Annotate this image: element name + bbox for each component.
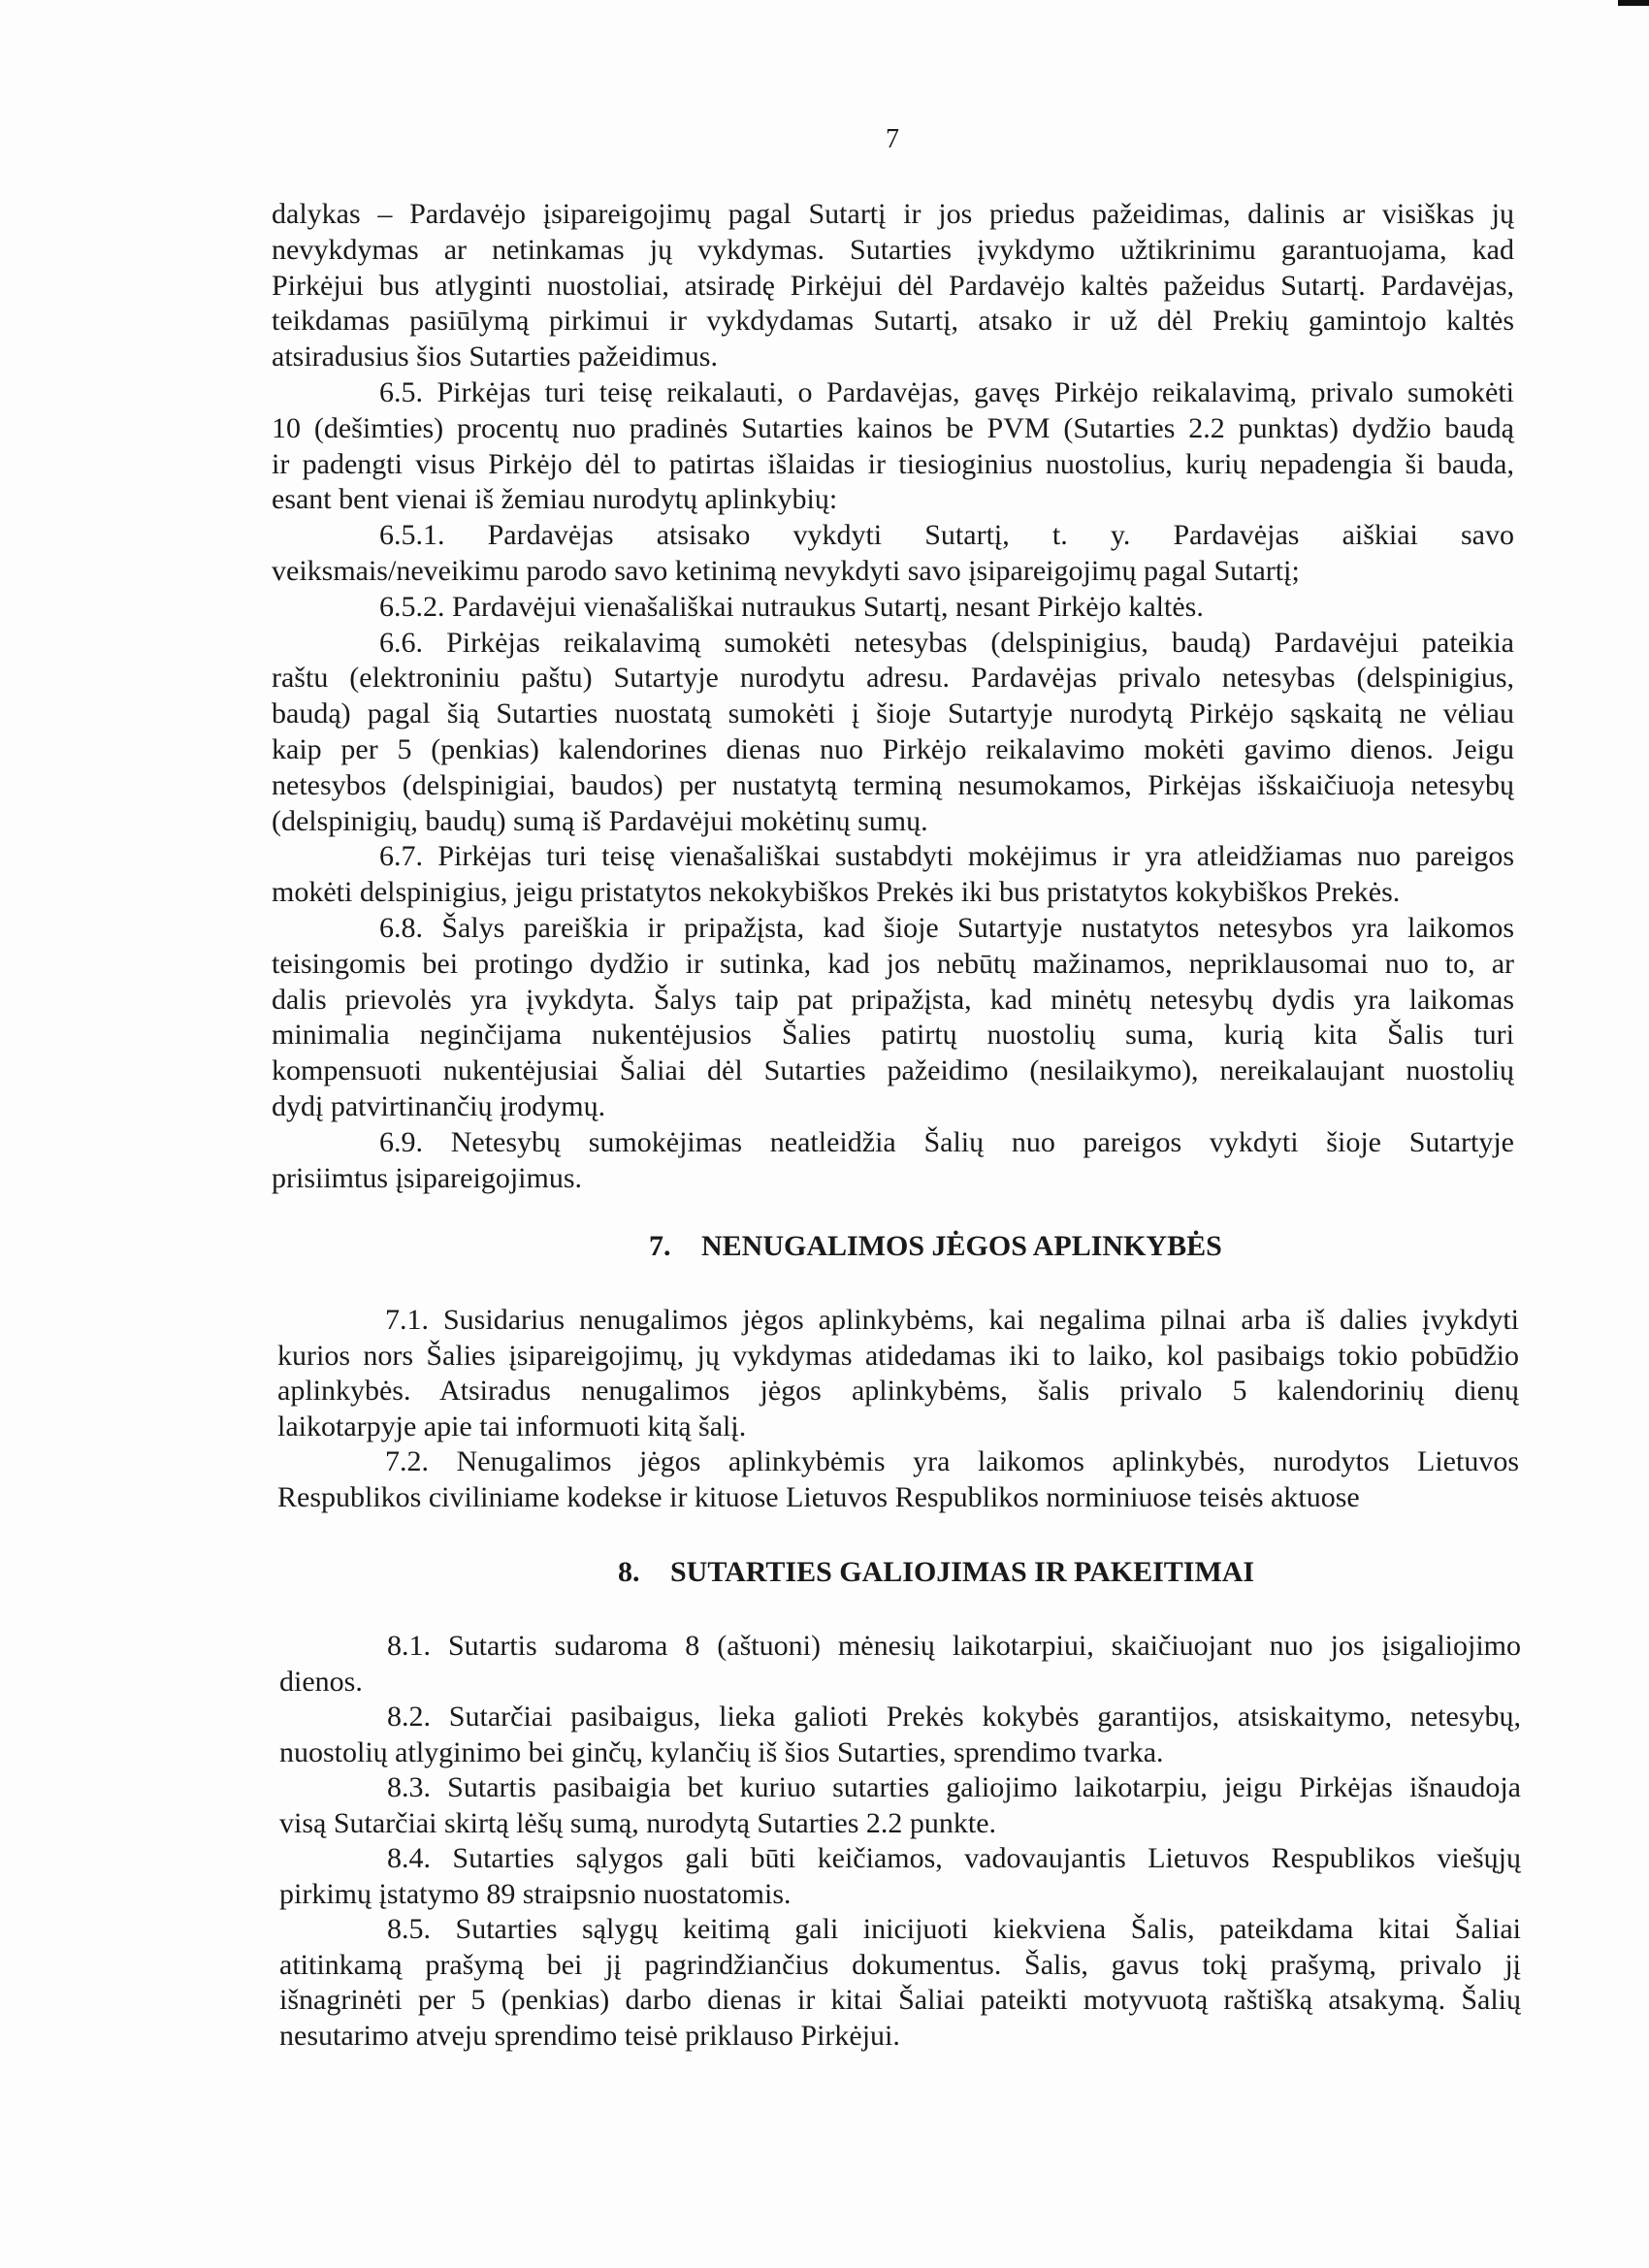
text-line: dalis prievolės yra įvykdyta. Šalys taip pat pripažįsta, kad minėtų netesybų dydis yra laikomas (272, 983, 1514, 1016)
text-line: visą Sutarčiai skirtą lėšų sumą, nurodytą Sutarties 2.2 punkte. (279, 1806, 997, 1839)
section-8-number: 8. (618, 1556, 640, 1588)
section-8-title: SUTARTIES GALIOJIMAS IR PAKEITIMAI (670, 1556, 1255, 1588)
text-line: Respublikos civiliniame kodekse ir kituose Lietuvos Respublikos norminiuose teisės aktuose (277, 1481, 1360, 1513)
text-line: teikdamas pasiūlymą pirkimui ir vykdydamas Sutartį, atsako ir už dėl Prekių gamintojo kaltės (272, 305, 1514, 338)
text-line: dalykas – Pardavėjo įsipareigojimų pagal Sutartį ir jos priedus pažeidimas, dalinis ar visiškas jų (272, 198, 1514, 230)
text-line: veiksmais/neveikimu parodo savo ketinimą nevykdyti savo įsipareigojimų pagal Sutartį; (272, 555, 1300, 587)
text-line: dienos. (279, 1665, 363, 1698)
section-7-number: 7. (649, 1230, 671, 1262)
text-line: laikotarpyje apie tai informuoti kitą šalį. (277, 1409, 747, 1442)
text-line: atitinkamą prašymą bei jį pagrindžiančius dokumentus. Šalis, gavus tokį prašymą, privalo jį (279, 1948, 1521, 1981)
text-line: nesutarimo atveju sprendimo teisė priklauso Pirkėjui. (279, 2019, 900, 2052)
text-line: teisingomis bei protingo dydžio ir sutinka, kad jos nebūtų mažinamos, nepriklausomai nuo to, ar (272, 947, 1514, 980)
text-line: 6.5.2. Pardavėjui vienašališkai nutraukus Sutartį, nesant Pirkėjo kaltės. (379, 590, 1204, 623)
section-8-heading (618, 1555, 1254, 1590)
text-line: baudą) pagal šią Sutarties nuostatą sumokėti į šioje Sutartyje nurodytą Pirkėjo sąskaitą ne vėliau (272, 697, 1514, 730)
text-line: 8.5. Sutarties sąlygų keitimą gali inicijuoti kiekviena Šalis, pateikdama kitai Šaliai (387, 1913, 1521, 1945)
text-line: 7.1. Susidarius nenugalimos jėgos aplinkybėms, kai negalima pilnai arba iš dalies įvykdyti (385, 1304, 1519, 1336)
text-line: pirkimų įstatymo 89 straipsnio nuostatomis. (279, 1877, 792, 1910)
text-line: 6.9. Netesybų sumokėjimas neatleidžia Šalių nuo pareigos vykdyti šioje Sutartyje (379, 1125, 1514, 1158)
text-line: 10 (dešimties) procentų nuo pradinės Sutarties kainos be PVM (Sutarties 2.2 punktas) dydžio baudą (272, 411, 1514, 444)
text-line: Pirkėjui bus atlyginti nuostoliai, atsiradę Pirkėjui dėl Pardavėjo kaltės pažeidus Sutartį. Pardavėjas, (272, 269, 1514, 302)
text-line: nevykdymas ar netinkamas jų vykdymas. Sutarties įvykdymo užtikrinimu garantuojama, kad (272, 233, 1514, 266)
section-7-title: NENUGALIMOS JĖGOS APLINKYBĖS (701, 1230, 1222, 1262)
section-7-heading (649, 1229, 1222, 1264)
text-line: nuostolių atlyginimo bei ginčų, kylančių iš šios Sutarties, sprendimo tvarka. (279, 1735, 1164, 1768)
text-line: 7.2. Nenugalimos jėgos aplinkybėmis yra laikomos aplinkybės, nurodytos Lietuvos (385, 1445, 1519, 1478)
text-line: netesybos (delspinigiai, baudos) per nustatytą terminą nesumokamos, Pirkėjas išskaičiuoja netesybų (272, 768, 1514, 801)
scan-edge-mark (1618, 0, 1649, 6)
text-line: raštu (elektroniniu paštu) Sutartyje nurodytu adresu. Pardavėjas privalo netesybas (delspinigius, (272, 662, 1514, 695)
text-line: 6.5.1. Pardavėjas atsisako vykdyti Sutartį, t. y. Pardavėjas aiškiai savo (379, 519, 1514, 552)
text-line: išnagrinėti per 5 (penkias) darbo dienas ir kitai Šaliai pateikti motyvuotą raštišką atsakymą. Šalių (279, 1984, 1521, 2016)
text-line: mokėti delspinigius, jeigu pristatytos nekokybiškos Prekės iki bus pristatytos kokybiškos Prekės. (272, 876, 1401, 909)
text-line: 6.8. Šalys pareiškia ir pripažįsta, kad šioje Sutartyje nustatytos netesybos yra laikomos (379, 912, 1514, 944)
text-line: 6.7. Pirkėjas turi teisę vienašališkai sustabdyti mokėjimus ir yra atleidžiamas nuo pareigos (379, 840, 1514, 873)
text-line: ir padengti visus Pirkėjo dėl to patirtas išlaidas ir tiesioginius nuostolius, kurių nepadengia ši bauda, (272, 447, 1514, 480)
text-line: 8.1. Sutartis sudaroma 8 (aštuoni) mėnesių laikotarpiui, skaičiuojant nuo jos įsigaliojimo (387, 1630, 1521, 1662)
text-line: aplinkybės. Atsiradus nenugalimos jėgos aplinkybėms, šalis privalo 5 kalendorinių dienų (277, 1375, 1519, 1408)
text-line: 8.3. Sutartis pasibaigia bet kuriuo sutarties galiojimo laikotarpiu, jeigu Pirkėjas išnaudoja (387, 1771, 1521, 1803)
text-line: prisiimtus įsipareigojimus. (272, 1161, 582, 1194)
text-line: 6.5. Pirkėjas turi teisę reikalauti, o Pardavėjas, gavęs Pirkėjo reikalavimą, privalo sumokėti (379, 376, 1514, 408)
text-line: dydį patvirtinančių įrodymų. (272, 1090, 606, 1122)
text-line: kurios nors Šalies įsipareigojimų, jų vykdymas atidedamas iki to laiko, kol pasibaigs tokio pobūdžio (277, 1339, 1519, 1372)
page-number: 7 (886, 124, 899, 154)
text-line: esant bent vienai iš žemiau nurodytų aplinkybių: (272, 483, 838, 516)
text-line: 8.2. Sutarčiai pasibaigus, lieka galioti Prekės kokybės garantijos, atsiskaitymo, netesybų, (387, 1701, 1521, 1733)
text-line: kompensuoti nukentėjusiai Šaliai dėl Sutarties pažeidimo (nesilaikymo), nereikalaujant nuostolių (272, 1054, 1514, 1087)
text-line: (delspinigių, baudų) sumą iš Pardavėjui mokėtinų sumų. (272, 804, 928, 837)
text-line: kaip per 5 (penkias) kalendorines dienas nuo Pirkėjo reikalavimo mokėti gavimo dienos. Jeigu (272, 733, 1514, 765)
text-line: 8.4. Sutarties sąlygos gali būti keičiamos, vadovaujantis Lietuvos Respublikos viešųjų (387, 1842, 1521, 1874)
text-line: 6.6. Pirkėjas reikalavimą sumokėti netesybas (delspinigius, baudą) Pardavėjui pateikia (379, 626, 1514, 659)
text-line: minimalia neginčijama nukentėjusios Šalies patirtų nuostolių suma, kurią kita Šalis turi (272, 1019, 1514, 1052)
text-line: atsiradusius šios Sutarties pažeidimus. (272, 340, 718, 373)
